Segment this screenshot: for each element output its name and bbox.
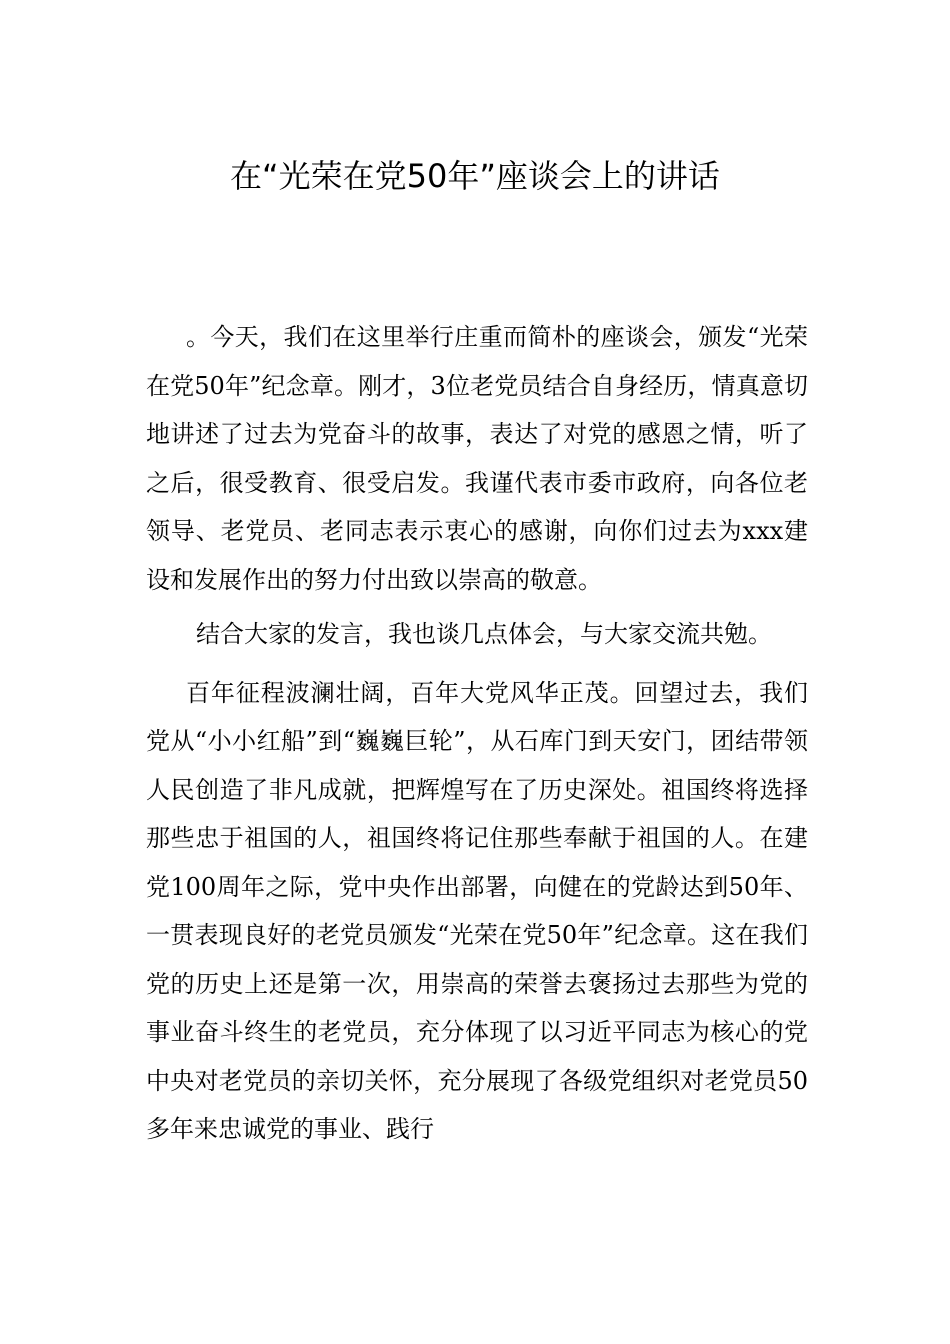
- document-title: 在“光荣在党50年”座谈会上的讲话: [230, 157, 720, 195]
- paragraph-history: 百年征程波澜壮阔，百年大党风华正茂。回望过去，我们党从“小小红船”到“巍巍巨轮”，从石库门到天安门，团结带领人民创造了非凡成就，把辉煌写在了历史深处。祖国终将选择那些忠于祖国的人，祖国终将记住那些奉献于祖国的人。在建党100周年之际，党中央作出部署，向健在的党龄达到50年、一贯表现良好的老党员颁发“光荣在党50年”纪念章。这在我们党的历史上还是第一次，用崇高的荣誉去褒扬过去那些为党的事业奋斗终生的老党员，充分体现了以习近平同志为核心的党中央对老党员的亲切关怀，充分展现了各级党组织对老党员50多年来忠诚党的事业、践行: [146, 678, 808, 1143]
- paragraph-opening: 。今天，我们在这里举行庄重而简朴的座谈会，颁发“光荣在党50年”纪念章。刚才，3位老党员结合自身经历，情真意切地讲述了过去为党奋斗的故事，表达了对党的感恩之情，听了之后，很受教育、很受启发。我谨代表市委市政府，向各位老领导、老党员、老同志表示衷心的感谢，向你们过去为xxx建设和发展作出的努力付出致以崇高的敬意。: [146, 323, 808, 594]
- paragraph-transition: 结合大家的发言，我也谈几点体会，与大家交流共勉。: [196, 620, 772, 648]
- document-body: [146, 313, 808, 1154]
